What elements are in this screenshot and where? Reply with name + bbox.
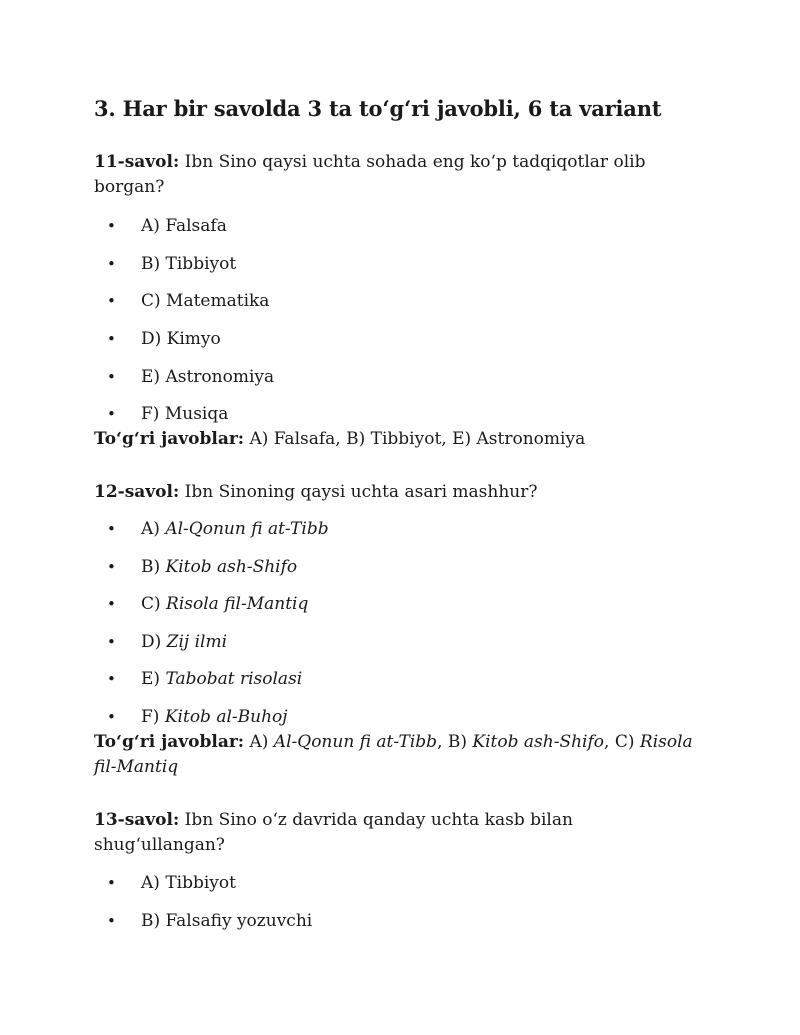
option-letter: D) bbox=[141, 329, 167, 349]
q11-answers bbox=[94, 427, 714, 452]
bullet-icon: • bbox=[107, 520, 116, 538]
q12-option-e bbox=[107, 667, 302, 691]
option-text: Zij ilmi bbox=[166, 632, 228, 652]
q12-option-f bbox=[107, 705, 288, 729]
answer-title: Risola fil-Mantiq bbox=[94, 732, 693, 777]
answer-letter: A) bbox=[244, 732, 274, 752]
q11-option-f bbox=[107, 402, 228, 426]
bullet-icon: • bbox=[107, 708, 116, 726]
option-letter: C) bbox=[141, 594, 167, 614]
question-13-text bbox=[94, 808, 694, 858]
option-text: Kitob al-Buhoj bbox=[164, 707, 288, 727]
q11-option-b bbox=[107, 252, 236, 276]
option-text: Matematika bbox=[166, 291, 270, 311]
answers-label: To‘g‘ri javoblar: bbox=[94, 429, 245, 449]
bullet-icon: • bbox=[107, 217, 116, 235]
answer-title: Kitob ash-Shifo bbox=[472, 732, 605, 752]
option-letter: E) bbox=[141, 669, 166, 689]
q12-option-d bbox=[107, 630, 227, 654]
answer-letter: , B) bbox=[437, 732, 473, 752]
question-11-text bbox=[94, 150, 694, 200]
answer-letter: , C) bbox=[604, 732, 640, 752]
q13-option-a bbox=[107, 871, 236, 895]
option-text: Falsafiy yozuvchi bbox=[165, 911, 313, 931]
option-letter: E) bbox=[141, 367, 166, 387]
question-11-body: Ibn Sino qaysi uchta sohada eng ko‘p tadqiqotlar olib borgan? bbox=[94, 152, 646, 197]
q11-option-e bbox=[107, 365, 274, 389]
bullet-icon: • bbox=[107, 874, 116, 892]
q11-option-d bbox=[107, 327, 221, 351]
question-12-label: 12-savol: bbox=[94, 482, 180, 502]
bullet-icon: • bbox=[107, 670, 116, 688]
option-letter: B) bbox=[141, 557, 166, 577]
option-letter: D) bbox=[141, 632, 167, 652]
bullet-icon: • bbox=[107, 405, 116, 423]
option-letter: A) bbox=[141, 873, 166, 893]
q12-option-c bbox=[107, 592, 308, 616]
q11-option-a bbox=[107, 214, 227, 238]
option-text: Musiqa bbox=[164, 404, 229, 424]
answers-label: To‘g‘ri javoblar: bbox=[94, 732, 245, 752]
option-letter: C) bbox=[141, 291, 167, 311]
q13-option-b bbox=[107, 909, 312, 933]
bullet-icon: • bbox=[107, 368, 116, 386]
q11-option-c bbox=[107, 289, 269, 313]
option-text: Falsafa bbox=[165, 216, 227, 236]
option-text: Astronomiya bbox=[165, 367, 275, 387]
option-text: Tabobat risolasi bbox=[165, 669, 303, 689]
question-13-body: Ibn Sino o‘z davrida qanday uchta kasb bilan shug‘ullangan? bbox=[94, 810, 573, 855]
option-text: Kimyo bbox=[166, 329, 221, 349]
bullet-icon: • bbox=[107, 330, 116, 348]
option-letter: A) bbox=[141, 216, 166, 236]
question-11-label: 11-savol: bbox=[94, 152, 180, 172]
bullet-icon: • bbox=[107, 255, 116, 273]
option-text: Tibbiyot bbox=[165, 254, 237, 274]
option-text: Kitob ash-Shifo bbox=[165, 557, 298, 577]
option-letter: F) bbox=[141, 404, 165, 424]
option-text: Risola fil-Mantiq bbox=[166, 594, 309, 614]
option-letter: F) bbox=[141, 707, 165, 727]
question-13-label: 13-savol: bbox=[94, 810, 180, 830]
question-12-text bbox=[94, 480, 694, 505]
bullet-icon: • bbox=[107, 633, 116, 651]
bullet-icon: • bbox=[107, 595, 116, 613]
q12-option-b bbox=[107, 555, 297, 579]
section-heading: 3. Har bir savolda 3 ta to‘g‘ri javobli, 6 ta variant bbox=[94, 96, 662, 121]
option-text: Tibbiyot bbox=[165, 873, 236, 893]
question-12-body: Ibn Sinoning qaysi uchta asari mashhur? bbox=[179, 482, 538, 502]
q12-answers bbox=[94, 730, 714, 780]
bullet-icon: • bbox=[107, 292, 116, 310]
option-letter: B) bbox=[141, 254, 166, 274]
answer-title: Al-Qonun fi at-Tibb bbox=[273, 732, 438, 752]
bullet-icon: • bbox=[107, 912, 116, 930]
bullet-icon: • bbox=[107, 558, 116, 576]
q12-option-a bbox=[107, 517, 329, 541]
option-letter: A) bbox=[141, 519, 166, 539]
option-letter: B) bbox=[141, 911, 166, 931]
answers-text: A) Falsafa, B) Tibbiyot, E) Astronomiya bbox=[244, 429, 586, 449]
option-text: Al-Qonun fi at-Tibb bbox=[165, 519, 329, 539]
